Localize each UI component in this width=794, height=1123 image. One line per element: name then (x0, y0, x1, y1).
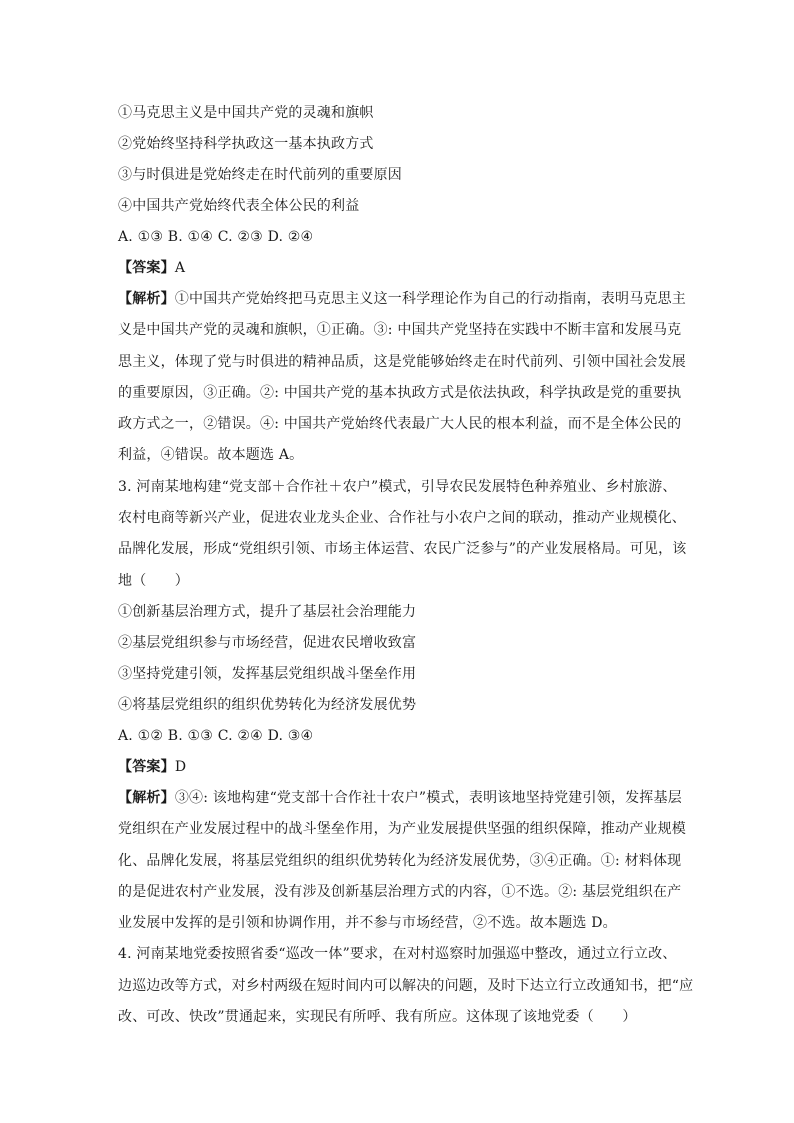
document-page (118, 98, 694, 1033)
analysis-text: ①中国共产党始终把马克思主义这一科学理论作为自己的行动指南，表明马克思主 (174, 291, 687, 307)
q3-stem (118, 472, 688, 597)
answer-tag: 【答案】 (118, 260, 175, 276)
stem-line: 3. 河南某地构建“党支部＋合作社＋农户”模式，引导农民发展特色种养殖业、乡村旅游、 (118, 478, 677, 495)
analysis-tag: 【解析】 (118, 291, 175, 307)
stem-line: 品牌化发展，形成“党组织引领、市场主体运营、农民广泛参与”的产业发展格局。可见，该 (118, 541, 687, 558)
q2-options (118, 98, 688, 222)
q3-answer (118, 752, 688, 783)
analysis-tag: 【解析】 (118, 789, 175, 806)
analysis-line: 政方式之一，②错误。④: 中国共产党始终代表最广大人民的根本利益，而不是全体公民的 (118, 416, 682, 433)
q3-options (118, 597, 688, 721)
analysis-text: ③④: 该地构建“党支部十合作社十农户”模式，表明该地坚持党建引领，发挥基层 (174, 789, 682, 806)
q2-analysis (118, 284, 688, 472)
q3-option-3: ③坚持党建引领，发挥基层党组织战斗堡垒作用 (118, 665, 417, 682)
analysis-line: 业发展中发挥的是引领和协调作用，并不参与市场经营，②不选。故本题选 D。 (118, 915, 617, 932)
analysis-line: 利益，④错误。故本题选 A。 (118, 447, 304, 464)
analysis-line: 义是中国共产党的灵魂和旗帜，①正确。③: 中国共产党坚持在实践中不断丰富和发展马克 (118, 322, 682, 339)
stem-line: 农村电商等新兴产业，促进农业龙头企业、合作社与小农户之间的联动，推动产业规模化、 (118, 510, 686, 527)
answer-value: D (174, 758, 187, 775)
analysis-line (118, 783, 688, 814)
q2-answer (118, 253, 688, 284)
q4-stem (118, 939, 694, 1033)
analysis-line: 思主义，体现了党与时俱进的精神品质，这是党能够始终走在时代前列、引领中国社会发展 (118, 353, 686, 370)
answer-tag: 【答案】 (118, 758, 175, 775)
stem-line: 边巡边改等方式，对乡村两级在短时间内可以解决的问题，及时下达立行立改通知书，把“应 (118, 977, 694, 994)
stem-line: 改、可改、快改”贯通起来，实现民有所呼、我有所应。这体现了该地党委（ ） (118, 1009, 637, 1026)
q2-option-2: ②党始终坚持科学执政这一基本执政方式 (118, 136, 374, 152)
q3-option-1: ①创新基层治理方式，提升了基层社会治理能力 (118, 603, 417, 620)
q3-option-2: ②基层党组织参与市场经营，促进农民增收致富 (118, 634, 417, 651)
stem-line: 地（ ） (118, 572, 189, 589)
analysis-line: 化、品牌化发展，将基层党组织的组织优势转化为经济发展优势，③④正确。①: 材料体现 (118, 852, 682, 869)
q2-option-3: ③与时俱进是党始终走在时代前列的重要原因 (118, 167, 402, 183)
answer-value: A (174, 260, 186, 276)
q2-option-1: ①马克思主义是中国共产党的灵魂和旗帜 (118, 105, 374, 121)
analysis-line (118, 284, 688, 315)
stem-line: 4. 河南某地党委按照省委“巡改一体”要求，在对村巡察时加强巡中整改，通过立行立改、 (118, 946, 677, 963)
q3-analysis (118, 783, 688, 939)
analysis-line: 的重要原因，③正确。②: 中国共产党的基本执政方式是依法执政，科学执政是党的重要执 (118, 384, 682, 401)
q2-option-4: ④中国共产党始终代表全体公民的利益 (118, 198, 360, 214)
q2-choices: A. ①③ B. ①④ C. ②③ D. ②④ (118, 229, 314, 245)
analysis-line: 的是促进农村产业发展，没有涉及创新基层治理方式的内容，①不选。②: 基层党组织在产 (118, 883, 682, 900)
q3-choices: A. ①② B. ①③ C. ②④ D. ③④ (118, 727, 314, 744)
q3-option-4: ④将基层党组织的组织优势转化为经济发展优势 (118, 696, 417, 713)
analysis-line: 党组织在产业发展过程中的战斗堡垒作用，为产业发展提供坚强的组织保障，推动产业规模 (118, 821, 686, 838)
